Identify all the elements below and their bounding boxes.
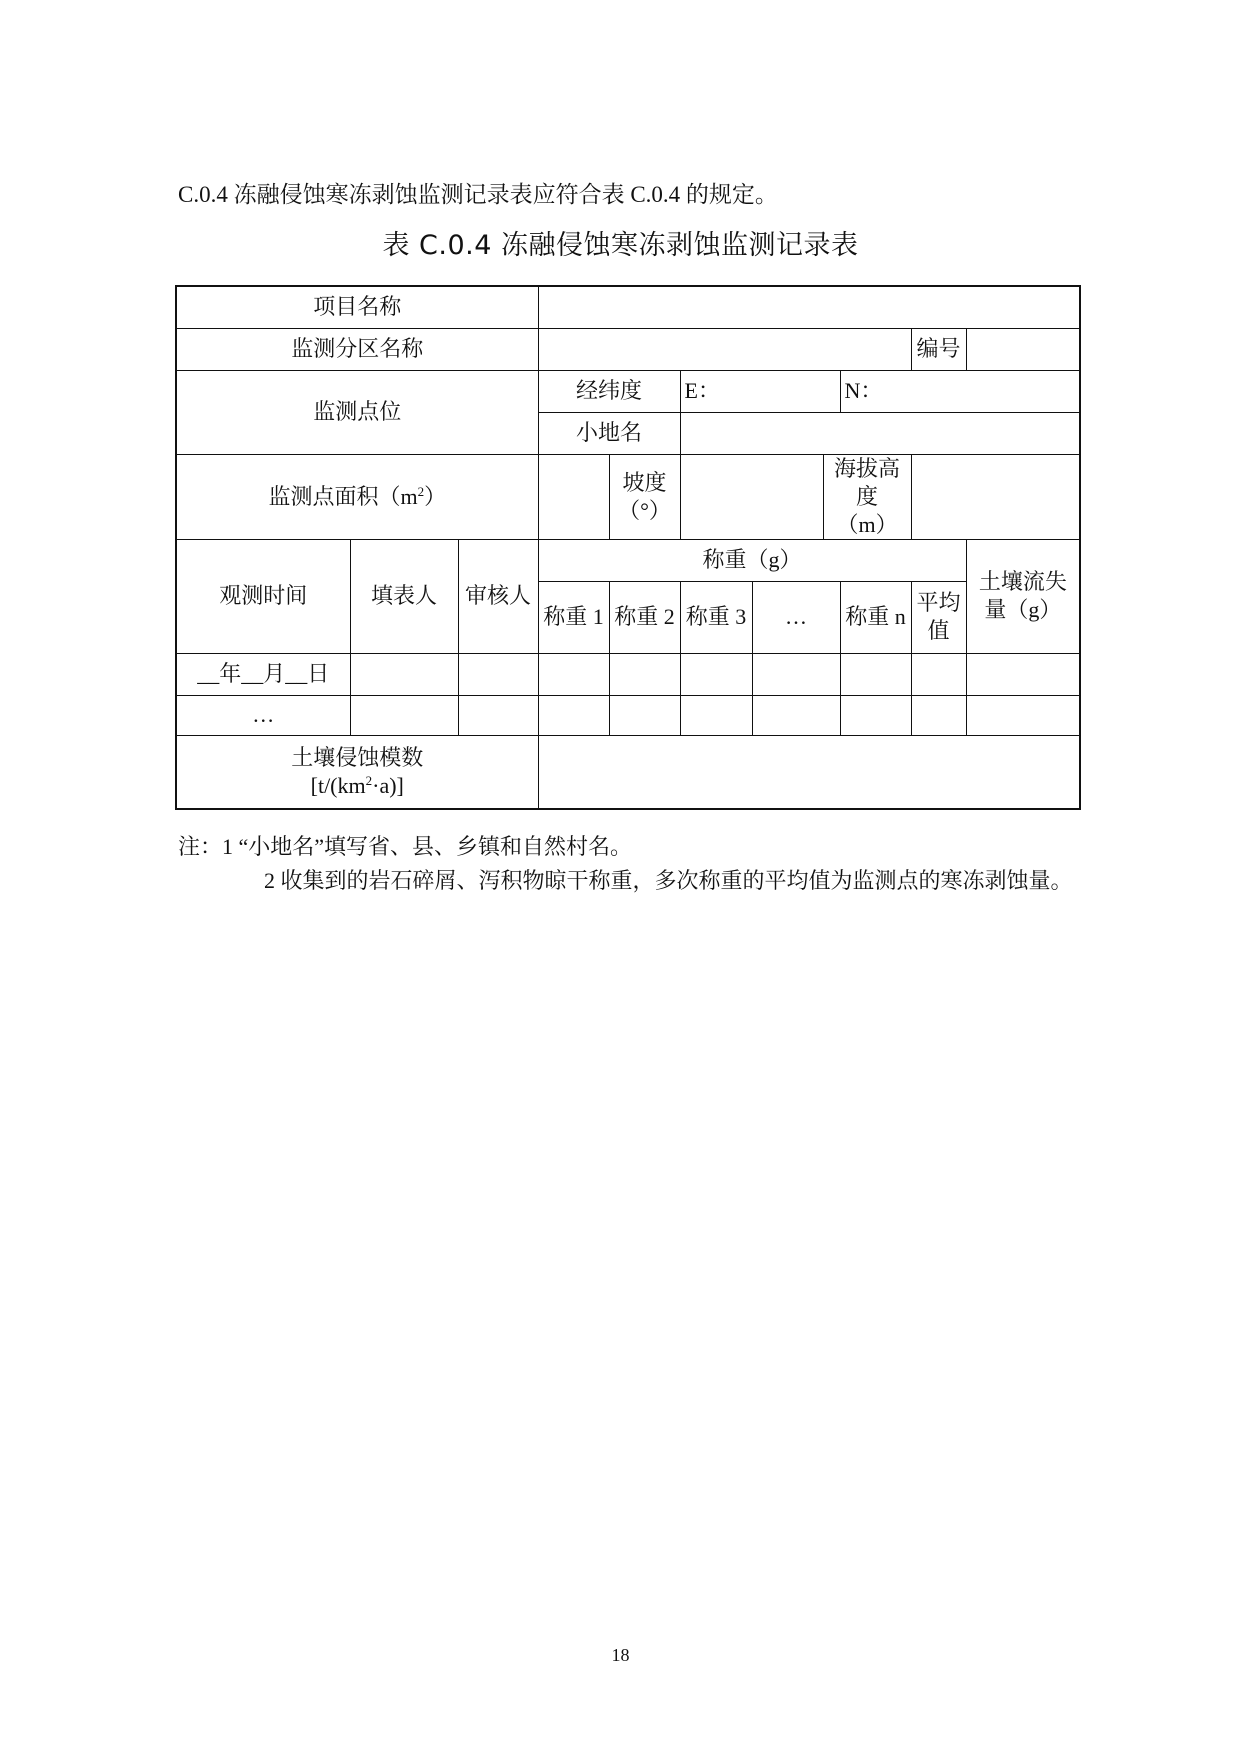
monitoring-record-table — [175, 285, 1081, 810]
slope-label: 坡度（°） — [609, 454, 680, 539]
weight-ellipsis-cell[interactable] — [752, 653, 840, 695]
weight-2-cell[interactable] — [609, 653, 680, 695]
filler-cell[interactable] — [350, 695, 458, 735]
table-row-ellipsis — [176, 695, 1080, 735]
project-name-label: 项目名称 — [176, 286, 538, 328]
weight-3-cell[interactable] — [680, 695, 752, 735]
table-title: 表 C.0.4 冻融侵蚀寒冻剥蚀监测记录表 — [382, 230, 859, 261]
average-header: 平均 值 — [911, 581, 966, 653]
altitude-value[interactable] — [911, 454, 1080, 539]
weight-2-cell[interactable] — [609, 695, 680, 735]
modulus-label: 土壤侵蚀模数 $[t/(km^2\cdot a)]$ — [176, 735, 538, 809]
east-field[interactable]: E： — [680, 370, 840, 412]
soil-loss-cell[interactable] — [966, 653, 1080, 695]
ellipsis-cell: … — [176, 695, 350, 735]
code-value[interactable] — [966, 328, 1080, 370]
weight-3-header: 称重 3 — [680, 581, 752, 653]
note-2: 2 收集到的岩石碎屑、泻积物晾干称重，多次称重的平均值为监测点的寒冻剥蚀量。 — [264, 868, 1073, 893]
table-row-lonlat — [176, 370, 1080, 412]
code-label: 编号 — [911, 328, 966, 370]
table-row-area — [176, 454, 1080, 539]
weight-n-cell[interactable] — [840, 653, 911, 695]
average-cell[interactable] — [911, 695, 966, 735]
zone-name-value[interactable] — [538, 328, 911, 370]
table-row-project — [176, 286, 1080, 328]
weight-1-cell[interactable] — [538, 695, 609, 735]
table-row-header-1 — [176, 539, 1080, 581]
table-row-modulus — [176, 735, 1080, 809]
intro-paragraph: C.0.4 冻融侵蚀寒冻剥蚀监测记录表应符合表 C.0.4 的规定。 — [178, 182, 778, 207]
area-value[interactable] — [538, 454, 609, 539]
note-1: 注：1 “小地名”填写省、县、乡镇和自然村名。 — [178, 834, 633, 859]
average-cell[interactable] — [911, 653, 966, 695]
table-row-zone — [176, 328, 1080, 370]
area-label: 监测点面积$(m^2)$ — [176, 454, 538, 539]
place-label: 小地名 — [538, 412, 680, 454]
weight-1-header: 称重 1 — [538, 581, 609, 653]
page-number: 18 — [611, 1645, 630, 1665]
table-row-date — [176, 653, 1080, 695]
soil-loss-cell[interactable] — [966, 695, 1080, 735]
lonlat-label: 经纬度 — [538, 370, 680, 412]
filler-header: 填表人 — [350, 539, 458, 653]
soil-loss-header: 土壤流失 量（g） — [966, 539, 1080, 653]
place-value[interactable] — [680, 412, 1080, 454]
weight-ellipsis-header: … — [752, 581, 840, 653]
weight-3-cell[interactable] — [680, 653, 752, 695]
weight-n-cell[interactable] — [840, 695, 911, 735]
weight-n-header: 称重 n — [840, 581, 911, 653]
weight-1-cell[interactable] — [538, 653, 609, 695]
weight-2-header: 称重 2 — [609, 581, 680, 653]
point-label: 监测点位 — [176, 370, 538, 454]
weight-group-header: 称重（g） — [538, 539, 966, 581]
table-notes — [178, 830, 1073, 898]
north-field[interactable]: N： — [840, 370, 1080, 412]
project-name-value[interactable] — [538, 286, 1080, 328]
slope-value[interactable] — [680, 454, 823, 539]
date-cell[interactable]: __年__月__日 — [176, 653, 350, 695]
altitude-label: 海拔高度 （m） — [823, 454, 911, 539]
obs-time-header: 观测时间 — [176, 539, 350, 653]
reviewer-header: 审核人 — [458, 539, 538, 653]
modulus-value[interactable] — [538, 735, 1080, 809]
filler-cell[interactable] — [350, 653, 458, 695]
zone-name-label: 监测分区名称 — [176, 328, 538, 370]
reviewer-cell[interactable] — [458, 695, 538, 735]
reviewer-cell[interactable] — [458, 653, 538, 695]
weight-ellipsis-cell[interactable] — [752, 695, 840, 735]
